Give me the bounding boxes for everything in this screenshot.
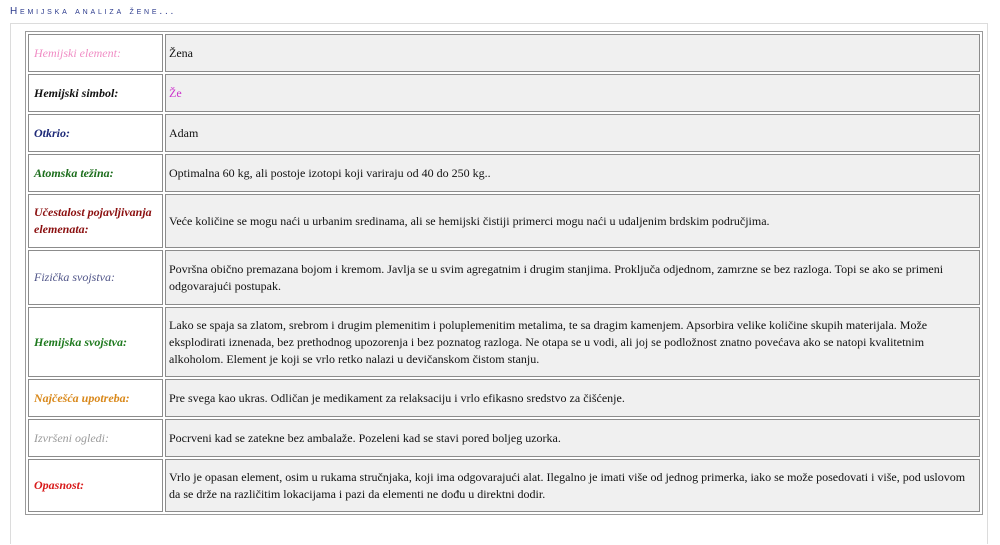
row-value: Veće količine se mogu naći u urbanim sredinama, ali se hemijski čistiji primerci mogu naći u udaljenim brdskim područjima. (165, 194, 980, 248)
row-value: Pre svega kao ukras. Odličan je medikament za relaksaciju i vrlo efikasno sredstvo za čišćenje. (165, 379, 980, 417)
page-title: Hemijska analiza žene... (10, 6, 177, 17)
row-label: Opasnost: (28, 459, 163, 512)
element-table (25, 31, 983, 515)
row-label: Izvršeni ogledi: (28, 419, 163, 457)
table-row (28, 419, 980, 457)
row-label: Otkrio: (28, 114, 163, 152)
row-value: Pocrveni kad se zatekne bez ambalaže. Pozeleni kad se stavi pored boljeg uzorka. (165, 419, 980, 457)
row-label: Hemijski element: (28, 34, 163, 72)
row-value: Optimalna 60 kg, ali postoje izotopi koji variraju od 40 do 250 kg.. (165, 154, 980, 192)
row-label: Najčešća upotreba: (28, 379, 163, 417)
row-label: Fizička svojstva: (28, 250, 163, 305)
row-value: Površna obično premazana bojom i kremom. Javlja se u svim agregatnim i drugim stanjima. Proključa odjednom, zamrzne se bez razloga. Topi se ako se primeni odgovarajući postupak. (165, 250, 980, 305)
row-value: Vrlo je opasan element, osim u rukama stručnjaka, koji ima odgovarajući alat. Ilegalno je imati više od jednog primerka, iako se može posedovati i više, pod uslovom da se drže na različitim lokacijama i pazi da elementi ne dođu u direktni dodir. (165, 459, 980, 512)
row-label: Hemijski simbol: (28, 74, 163, 112)
table-row (28, 307, 980, 377)
row-value: Že (165, 74, 980, 112)
row-label: Hemijska svojstva: (28, 307, 163, 377)
table-row (28, 114, 980, 152)
row-label: Atomska težina: (28, 154, 163, 192)
table-row (28, 379, 980, 417)
row-value: Lako se spaja sa zlatom, srebrom i drugim plemenitim i poluplemenitim metalima, te sa dragim kamenjem. Apsorbira velike količine skupih materijala. Može eksplodirati iznenada, bez prethodnog upozorenja i bez poznatog razloga. Ne otapa se u vodi, ali joj se podložnost znatno povećava ako se natopi kvalitetnim alkoholom. Element je koji se vrlo retko nalazi u devičanskom čistom stanju. (165, 307, 980, 377)
row-value: Žena (165, 34, 980, 72)
table-row (28, 194, 980, 248)
table-row (28, 34, 980, 72)
table-row (28, 74, 980, 112)
table-row (28, 459, 980, 512)
row-value: Adam (165, 114, 980, 152)
table-row (28, 154, 980, 192)
table-row (28, 250, 980, 305)
row-label: Učestalost pojavljivanja elemenata: (28, 194, 163, 248)
